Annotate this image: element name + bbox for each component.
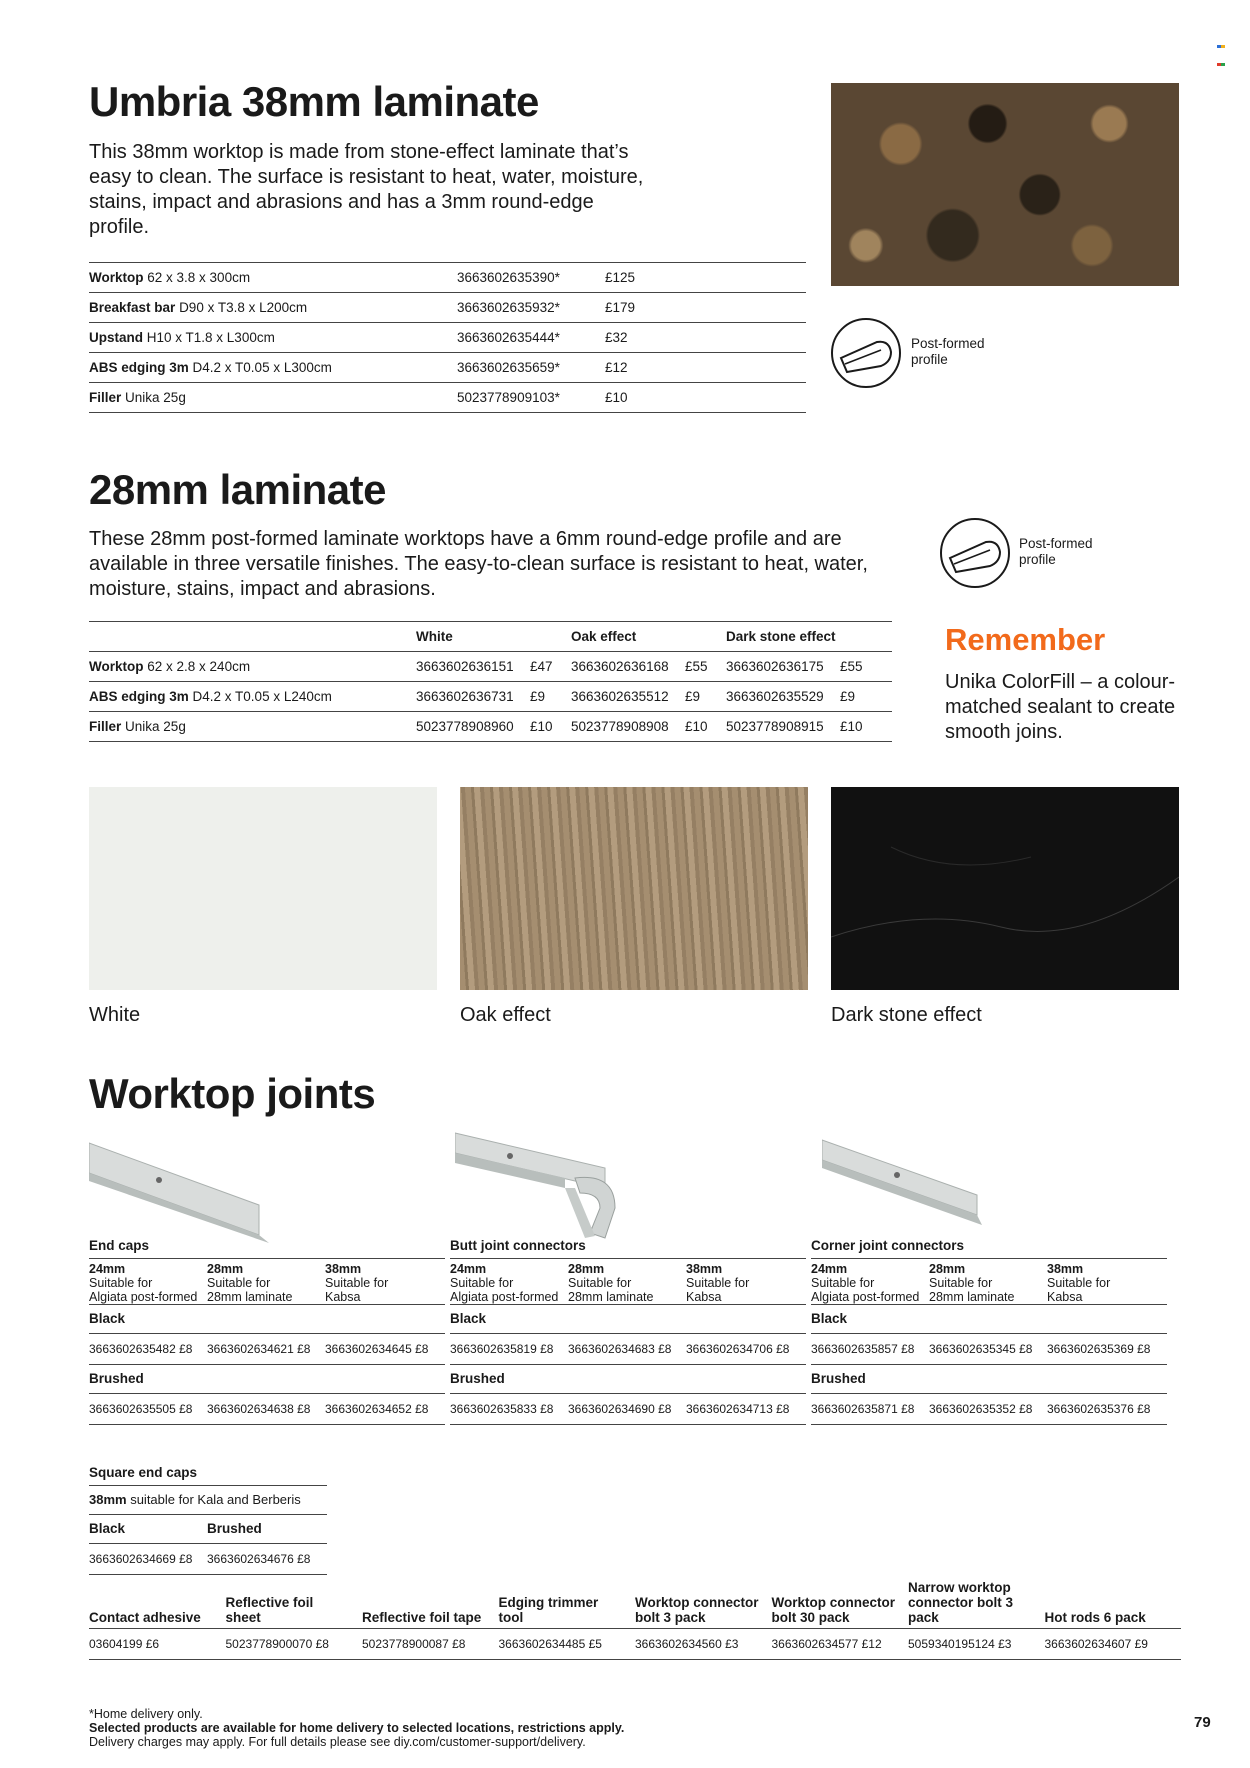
umbria-row-spec: 62 x 3.8 x 300cm [147,270,251,285]
joint-size-col [811,1262,929,1304]
joint-code: 3663602635857 £8 [811,1342,915,1356]
joint-finish-row [450,1394,806,1425]
joint-finish-label: Black [89,1305,445,1334]
laminate28-row-spec: Unika 25g [125,719,186,734]
joint-code: 3663602635345 £8 [929,1342,1033,1356]
joint-suitable-for: Algiata post-formed [811,1290,920,1304]
joint-size-col [568,1262,686,1304]
joint-finish-row [811,1334,1167,1365]
joint-suitable: Suitable for [89,1276,153,1290]
laminate28-cell-price: £47 [530,652,571,682]
joint-group [89,1238,445,1425]
white-swatch [89,787,437,990]
umbria-row-spec: Unika 25g [125,390,186,405]
joint-size-col [929,1262,1047,1304]
laminate28-cell-price: £10 [685,712,726,742]
remember-title: Remember [945,622,1106,657]
joint-code: 3663602634645 £8 [325,1342,429,1356]
joint-suitable: Suitable for [686,1276,750,1290]
joint-finish-label: Brushed [811,1365,1167,1394]
umbria-row-code: 3663602635932* [457,293,605,323]
remember-text: Unika ColorFill – a colour-matched sealant to create smooth joins. [945,671,1176,743]
umbria-row-name: Worktop [89,270,144,285]
page-number: 79 [1194,1714,1211,1731]
joint-size-col [686,1262,804,1304]
joint-size: 38mm [1047,1262,1084,1276]
umbria-row-spec: D90 x T3.8 x L200cm [179,300,308,315]
umbria-row-spec: H10 x T1.8 x L300cm [146,330,275,345]
joint-group [811,1238,1167,1425]
joint-code: 3663602634621 £8 [207,1342,311,1356]
joint-size-col [1047,1262,1165,1304]
laminate28-cell-code: 3663602635512 [571,682,685,712]
laminate28-col-header: White [416,622,571,652]
square-size: 38mm [89,1492,127,1507]
joint-code: 3663602635505 £8 [89,1402,193,1416]
laminate28-description: These 28mm post-formed laminate worktops have a 6mm round-edge profile and are available in three versatile finishes. The easy-to-clean surface is resistant to heat, water, moisture, stains, impact and abrasions. [89,528,868,600]
umbria-row-price: £32 [605,323,806,353]
accessory-name: Edging trimmer tool [498,1595,599,1625]
square-brushed-label: Brushed [207,1521,262,1536]
joint-sizes [450,1259,806,1305]
joint-finish-row [89,1334,445,1365]
umbria-row-name: Upstand [89,330,143,345]
joint-group-title: Butt joint connectors [450,1238,806,1259]
umbria-row [89,293,806,323]
square-size-desc: suitable for Kala and Berberis [130,1492,301,1507]
joint-size: 28mm [929,1262,966,1276]
laminate28-cell-price: £10 [840,712,892,742]
joint-suitable-for: Kabsa [325,1290,361,1304]
accessories [89,1578,1181,1660]
laminate28-title: 28mm laminate [89,466,386,513]
joint-size-col [450,1262,568,1304]
dark-stone-caption: Dark stone effect [831,1004,982,1026]
square-title: Square end caps [89,1465,327,1486]
joint-code: 3663602634706 £8 [686,1342,790,1356]
end-cap-image [89,1135,269,1245]
joint-group [450,1238,806,1425]
laminate28-profile-label: Post-formed profile [1019,536,1093,567]
joint-code: 3663602635352 £8 [929,1402,1033,1416]
laminate28-cell-code: 3663602636168 [571,652,685,682]
joint-suitable-for: Algiata post-formed [89,1290,198,1304]
footer-line-2: Selected products are available for home delivery to selected locations, restrictions apply. [89,1721,625,1735]
joint-suitable: Suitable for [568,1276,632,1290]
accessory-code: 03604199 £6 [89,1637,160,1651]
post-formed-profile-icon-2 [940,518,1010,588]
umbria-row-price: £12 [605,353,806,383]
umbria-row-price: £179 [605,293,806,323]
umbria-profile-label: Post-formed profile [911,336,985,367]
umbria-title: Umbria 38mm laminate [89,78,539,125]
joint-size-col [207,1262,325,1304]
corner-mark-icon [1217,35,1226,42]
laminate28-cell-price: £55 [685,652,726,682]
joint-finish-row [811,1394,1167,1425]
joint-suitable: Suitable for [929,1276,993,1290]
joint-group-title: End caps [89,1238,445,1259]
accessory-code: 5023778900087 £8 [362,1637,466,1651]
laminate28-row [89,682,892,712]
joint-finish-label: Black [450,1305,806,1334]
joint-suitable-for: 28mm laminate [929,1290,1015,1304]
joint-finish-row [450,1334,806,1365]
laminate28-col-header: Oak effect [571,622,726,652]
umbria-price-table [89,262,806,413]
joint-suitable-for: 28mm laminate [207,1290,293,1304]
square-black-label: Black [89,1521,126,1536]
umbria-row [89,323,806,353]
joint-suitable: Suitable for [450,1276,514,1290]
laminate28-cell-price: £9 [840,682,892,712]
umbria-row-name: Filler [89,390,122,405]
laminate28-cell-price: £9 [685,682,726,712]
joint-size: 28mm [207,1262,244,1276]
joint-size: 38mm [686,1262,723,1276]
umbria-row-product [89,383,457,413]
laminate28-header-row [89,622,892,652]
laminate28-cell-price: £9 [530,682,571,712]
joint-size: 24mm [811,1262,848,1276]
joint-finish-row [89,1394,445,1425]
joint-sizes [811,1259,1167,1305]
umbria-row-product [89,263,457,293]
joint-size: 24mm [450,1262,487,1276]
umbria-row-name: ABS edging 3m [89,360,189,375]
laminate28-cell-price: £55 [840,652,892,682]
laminate28-row-product [89,682,416,712]
umbria-row-code: 3663602635444* [457,323,605,353]
joint-suitable: Suitable for [1047,1276,1111,1290]
accessory-name: Narrow worktop connector bolt 3 pack [908,1580,1014,1625]
oak-swatch [460,787,808,990]
accessory-code: 3663602634607 £9 [1044,1637,1148,1651]
corner-joint-image [822,1135,982,1235]
white-caption: White [89,1004,141,1026]
accessory-name: Worktop connector bolt 3 pack [635,1595,759,1625]
umbria-row-product [89,293,457,323]
joint-suitable-for: 28mm laminate [568,1290,654,1304]
laminate28-row-spec: D4.2 x T0.05 x L240cm [192,689,332,704]
laminate28-row-name: ABS edging 3m [89,689,189,704]
dark-stone-swatch [831,787,1179,990]
oak-caption: Oak effect [460,1004,551,1026]
joint-code: 3663602634713 £8 [686,1402,790,1416]
footer-line-3: Delivery charges may apply. For full details please see diy.com/customer-support/delivery. [89,1735,586,1749]
joint-size-col [89,1262,207,1304]
laminate28-cell-code: 3663602636151 [416,652,530,682]
laminate28-row-name: Worktop [89,659,144,674]
square-brushed-code: 3663602634676 £8 [207,1552,311,1566]
joint-size: 24mm [89,1262,126,1276]
footer-line-1: *Home delivery only. [89,1707,203,1721]
accessory-code: 5023778900070 £8 [225,1637,329,1651]
joint-size: 28mm [568,1262,605,1276]
umbria-row-name: Breakfast bar [89,300,176,315]
umbria-row-price: £10 [605,383,806,413]
joint-size-col [325,1262,443,1304]
joint-suitable: Suitable for [325,1276,389,1290]
joint-sizes [89,1259,445,1305]
joint-code: 3663602635819 £8 [450,1342,554,1356]
accessory-code: 3663602634485 £5 [498,1637,602,1651]
joint-code: 3663602635376 £8 [1047,1402,1151,1416]
laminate28-cell-code: 5023778908908 [571,712,685,742]
laminate28-cell-code: 5023778908915 [726,712,840,742]
joint-suitable: Suitable for [207,1276,271,1290]
laminate28-cell-code: 3663602635529 [726,682,840,712]
accessory-name: Reflective foil sheet [225,1595,314,1625]
joint-suitable-for: Kabsa [686,1290,722,1304]
laminate28-header-blank [89,622,416,652]
joint-finish-label: Black [811,1305,1167,1334]
laminate28-col-header: Dark stone effect [726,622,892,652]
accessory-name: Hot rods 6 pack [1044,1610,1146,1625]
umbria-description: This 38mm worktop is made from stone-effect laminate that’s easy to clean. The surface is resistant to heat, water, moisture, stains, impact and abrasions and has a 3mm round-edge profile. [89,141,644,238]
joint-finish-label: Brushed [450,1365,806,1394]
laminate28-cell-price: £10 [530,712,571,742]
joint-finish-label: Brushed [89,1365,445,1394]
accessory-code: 5059340195124 £3 [908,1637,1012,1651]
laminate28-row [89,712,892,742]
joint-code: 3663602634690 £8 [568,1402,672,1416]
umbria-stone-swatch [831,83,1179,286]
joint-code: 3663602635369 £8 [1047,1342,1151,1356]
laminate28-row-spec: 62 x 2.8 x 240cm [147,659,251,674]
accessory-name: Reflective foil tape [362,1610,482,1625]
joints-title: Worktop joints [89,1070,376,1117]
umbria-row-spec: D4.2 x T0.05 x L300cm [192,360,332,375]
footer [89,1707,624,1749]
joint-code: 3663602635871 £8 [811,1402,915,1416]
umbria-row-code: 3663602635390* [457,263,605,293]
accessory-name: Contact adhesive [89,1610,201,1625]
umbria-row-code: 5023778909103* [457,383,605,413]
laminate28-cell-code: 3663602636175 [726,652,840,682]
umbria-row-product [89,323,457,353]
umbria-row-product [89,353,457,383]
laminate28-row-name: Filler [89,719,122,734]
joint-size: 38mm [325,1262,362,1276]
laminate28-row [89,652,892,682]
joint-code: 3663602635833 £8 [450,1402,554,1416]
post-formed-profile-icon [831,318,901,388]
joint-code: 3663602635482 £8 [89,1342,193,1356]
joint-code: 3663602634652 £8 [325,1402,429,1416]
laminate28-row-product [89,712,416,742]
butt-joint-image [455,1128,625,1248]
accessory-name: Worktop connector bolt 30 pack [771,1595,896,1625]
umbria-row [89,353,806,383]
laminate28-cell-code: 5023778908960 [416,712,530,742]
joint-code: 3663602634683 £8 [568,1342,672,1356]
umbria-row [89,383,806,413]
accessory-code: 3663602634577 £12 [771,1637,882,1651]
laminate28-cell-code: 3663602636731 [416,682,530,712]
joint-code: 3663602634638 £8 [207,1402,311,1416]
accessory-code: 3663602634560 £3 [635,1637,739,1651]
laminate28-row-product [89,652,416,682]
joint-suitable-for: Kabsa [1047,1290,1083,1304]
square-black-code: 3663602634669 £8 [89,1552,193,1566]
joint-suitable-for: Algiata post-formed [450,1290,559,1304]
umbria-row [89,263,806,293]
joint-suitable: Suitable for [811,1276,875,1290]
joint-group-title: Corner joint connectors [811,1238,1167,1259]
laminate28-price-table [89,621,892,742]
umbria-row-price: £125 [605,263,806,293]
square-end-caps [89,1465,327,1575]
umbria-row-code: 3663602635659* [457,353,605,383]
